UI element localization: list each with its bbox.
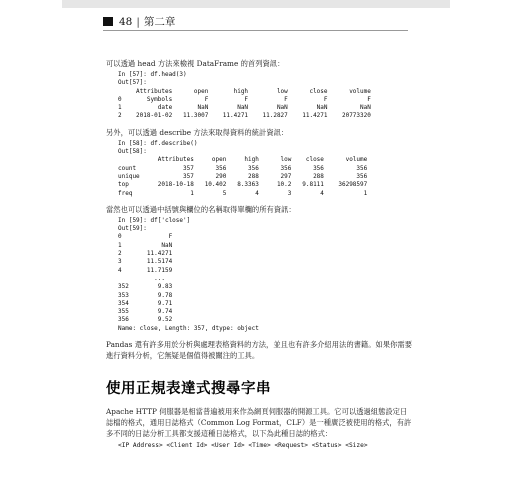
page-number: 48 [119, 15, 133, 28]
header-bar-mark [103, 17, 113, 26]
header-separator: | [136, 15, 140, 28]
page-header [103, 14, 175, 29]
code-block-describe: In [58]: df.describe() Out[58]: Attributes open high low close volume count 357 356 356 356 356 356 unique 357 290 288 297 288 356 top 2018-10-18 10.402 8.3363 10.2 9.8111 36298597 freq 1 5 4 3 4 1 [118, 139, 368, 197]
section-title: 使用正規表達式搜尋字串 [106, 381, 271, 398]
top-scan-strip [62, 0, 450, 8]
code-block-head: In [57]: df.head(3) Out[57]: Attributes open high low close volume 0 Symbols F F F F F 1 date NaN NaN NaN NaN NaN 2 2018-01-02 11.3007 11.4271 11.2827 11.4271 20773320 [118, 71, 371, 120]
page-content [106, 58, 412, 449]
header-rule [103, 30, 408, 31]
paragraph-pandas-summary: Pandas 還有許多用於分析與處理表格資料的方法，並且也有許多介紹用法的書籍。如果你需要進行資料分析，它無疑是個值得被關注的工具。 [106, 340, 412, 361]
code-block-close-column: In [59]: df['close'] Out[59]: 0 F 1 NaN 2 11.4271 3 11.5174 4 11.7159 ... 352 9.83 353 9.78 354 9.71 355 9.74 356 9.52 Name: close, Length: 357, dtype: object [118, 216, 259, 332]
paragraph-describe-intro: 另外，可以透過 describe 方法來取得資料的統計資訊： [106, 127, 289, 137]
chapter-label: 第二章 [143, 16, 176, 28]
paragraph-column-intro: 當然也可以透過中括號與欄位的名稱取得單欄的所有資訊： [106, 204, 296, 214]
paragraph-apache-clf: Apache HTTP 伺服器是相當普遍被用來作為網頁伺服器的開源工具。它可以透過組態設定日誌檔的格式，通用日誌格式（Common Log Format，CLF）是一種廣泛被使用的格式，有許多不同的日誌分析工具都支援這種日誌格式，以下為此種日誌的格式： [106, 407, 412, 439]
log-format-line: <IP Address> <Client Id> <User Id> <Time> <Request> <Status> <Size> [118, 442, 368, 450]
paragraph-head-intro: 可以透過 head 方法來檢視 DataFrame 的首列資訊： [106, 59, 285, 68]
